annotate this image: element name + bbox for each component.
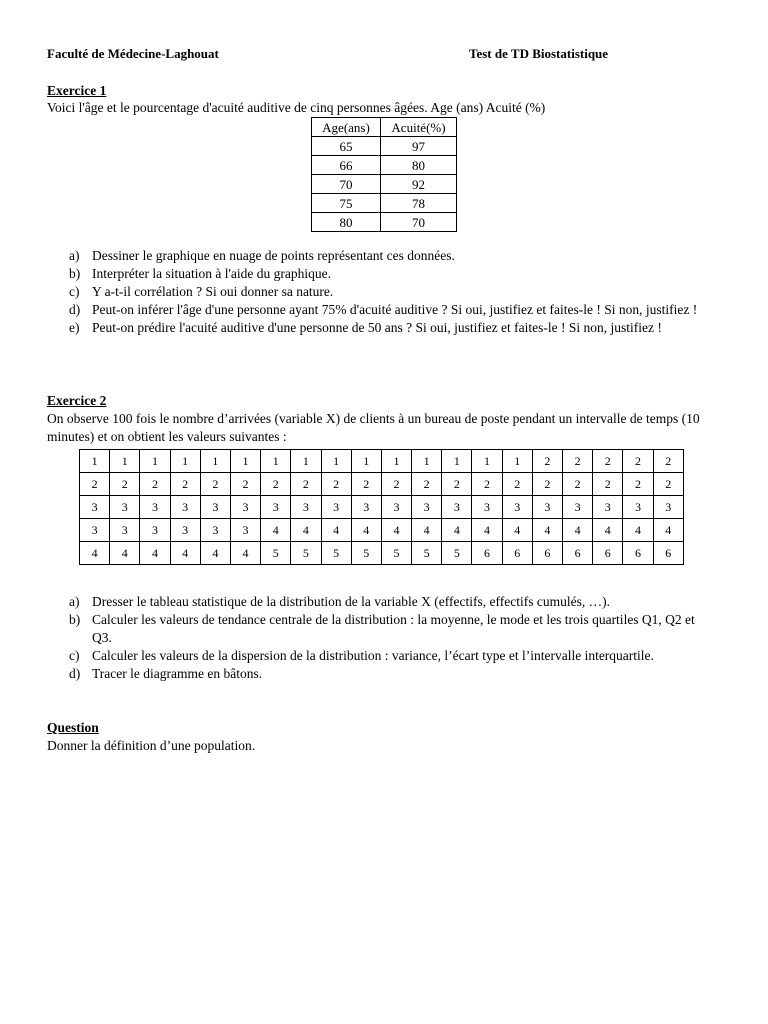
list-item [47, 593, 707, 611]
item-text: Y a-t-il corrélation ? Si oui donner sa nature. [92, 284, 334, 299]
observation-cell: 1 [200, 450, 230, 473]
observation-cell: 5 [291, 542, 321, 565]
observation-cell: 2 [502, 473, 532, 496]
acuity-cell: 78 [381, 194, 457, 213]
observation-cell: 4 [261, 519, 291, 542]
observation-cell: 1 [412, 450, 442, 473]
observation-cell: 3 [351, 496, 381, 519]
observation-cell: 2 [110, 473, 140, 496]
observation-cell: 1 [321, 450, 351, 473]
list-item [47, 665, 707, 683]
observation-cell: 3 [593, 496, 623, 519]
item-text: Peut-on prédire l'acuité auditive d'une personne de 50 ans ? Si oui, justifiez et faites-le ! Si non, justifiez ! [92, 320, 662, 335]
observation-cell: 3 [80, 496, 110, 519]
observation-cell: 1 [381, 450, 411, 473]
table-row [80, 473, 684, 496]
observation-cell: 5 [321, 542, 351, 565]
item-letter: c) [69, 284, 80, 299]
observation-cell: 3 [140, 496, 170, 519]
observation-cell: 1 [170, 450, 200, 473]
observation-cell: 5 [442, 542, 472, 565]
acuity-cell: 70 [381, 213, 457, 232]
observation-cell: 2 [563, 450, 593, 473]
question-text: Donner la définition d’une population. [47, 738, 256, 753]
item-text: Interpréter la situation à l'aide du graphique. [92, 266, 331, 281]
item-letter: d) [69, 666, 81, 681]
list-item [47, 319, 707, 337]
observation-cell: 2 [140, 473, 170, 496]
observation-cell: 3 [261, 496, 291, 519]
observation-cell: 3 [321, 496, 351, 519]
observation-cell: 1 [140, 450, 170, 473]
observation-cell: 5 [351, 542, 381, 565]
exercice2-title: Exercice 2 [47, 393, 107, 408]
observation-cell: 2 [653, 473, 683, 496]
observation-cell: 3 [623, 496, 653, 519]
observation-cell: 4 [200, 542, 230, 565]
observation-cell: 6 [653, 542, 683, 565]
observation-cell: 6 [623, 542, 653, 565]
observation-cell: 3 [472, 496, 502, 519]
observation-cell: 2 [653, 450, 683, 473]
age-cell: 75 [312, 194, 381, 213]
observation-cell: 3 [563, 496, 593, 519]
observation-cell: 4 [291, 519, 321, 542]
table-row [312, 213, 457, 232]
item-letter: d) [69, 302, 81, 317]
observation-cell: 2 [381, 473, 411, 496]
observation-cell: 2 [261, 473, 291, 496]
observation-cell: 4 [140, 542, 170, 565]
observation-cell: 6 [532, 542, 562, 565]
observation-cell: 5 [381, 542, 411, 565]
item-text: Calculer les valeurs de tendance centrale de la distribution : la moyenne, le mode et les trois quartiles Q1, Q2 et Q3. [92, 612, 695, 645]
observation-cell: 4 [532, 519, 562, 542]
observation-cell: 4 [80, 542, 110, 565]
table-row [312, 156, 457, 175]
observation-cell: 3 [200, 496, 230, 519]
age-cell: 65 [312, 137, 381, 156]
observation-cell: 4 [110, 542, 140, 565]
age-cell: 80 [312, 213, 381, 232]
exercice1-questions [47, 247, 707, 337]
observation-cell: 6 [593, 542, 623, 565]
observation-cell: 1 [261, 450, 291, 473]
table-row [312, 194, 457, 213]
faculty-header: Faculté de Médecine-Laghouat [47, 46, 219, 61]
observation-cell: 6 [563, 542, 593, 565]
observation-cell: 3 [170, 519, 200, 542]
observation-cell: 5 [261, 542, 291, 565]
observation-cell: 4 [351, 519, 381, 542]
observation-cell: 2 [563, 473, 593, 496]
table-header-row [312, 118, 457, 137]
exercice1-intro: Voici l'âge et le pourcentage d'acuité auditive de cinq personnes âgées. Age (ans) Acuité (%) [47, 100, 546, 115]
item-letter: a) [69, 248, 80, 263]
observation-cell: 2 [412, 473, 442, 496]
observation-cell: 4 [502, 519, 532, 542]
observation-cell: 3 [170, 496, 200, 519]
observation-cell: 3 [532, 496, 562, 519]
observation-cell: 1 [230, 450, 260, 473]
acuity-cell: 92 [381, 175, 457, 194]
table-row [80, 542, 684, 565]
observation-cell: 2 [321, 473, 351, 496]
item-text: Dresser le tableau statistique de la distribution de la variable X (effectifs, effectifs cumulés, …). [92, 594, 610, 609]
observation-cell: 2 [230, 473, 260, 496]
observation-cell: 4 [170, 542, 200, 565]
observation-cell: 4 [593, 519, 623, 542]
age-cell: 66 [312, 156, 381, 175]
observation-cell: 6 [502, 542, 532, 565]
observation-cell: 3 [653, 496, 683, 519]
exercice2-intro: On observe 100 fois le nombre d’arrivées (variable X) de clients à un bureau de poste pendant un intervalle de temps (10 minutes) et on obtient les valeurs suivantes : [47, 411, 700, 444]
list-item [47, 283, 707, 301]
list-item [47, 647, 707, 665]
observation-cell: 4 [653, 519, 683, 542]
table-row [80, 450, 684, 473]
observation-cell: 3 [200, 519, 230, 542]
observation-cell: 4 [381, 519, 411, 542]
list-item [47, 611, 707, 647]
observation-cell: 2 [532, 450, 562, 473]
observation-cell: 3 [140, 519, 170, 542]
observation-cell: 1 [351, 450, 381, 473]
item-text: Tracer le diagramme en bâtons. [92, 666, 263, 681]
observation-cell: 3 [80, 519, 110, 542]
observation-cell: 2 [623, 450, 653, 473]
header-acuity: Acuité(%) [381, 118, 457, 137]
observation-cell: 4 [563, 519, 593, 542]
observation-cell: 1 [110, 450, 140, 473]
observation-cell: 1 [291, 450, 321, 473]
exercice2-questions [47, 593, 707, 683]
item-letter: b) [69, 612, 81, 627]
observation-cell: 2 [623, 473, 653, 496]
question-title: Question [47, 720, 99, 735]
age-acuity-table [311, 117, 457, 232]
observation-cell: 2 [532, 473, 562, 496]
test-title-header: Test de TD Biostatistique [469, 46, 609, 61]
table-row [80, 519, 684, 542]
observation-cell: 1 [80, 450, 110, 473]
table-row [312, 137, 457, 156]
item-text: Calculer les valeurs de la dispersion de la distribution : variance, l’écart type et l’intervalle interquartile. [92, 648, 654, 663]
table-row [80, 496, 684, 519]
observation-cell: 2 [593, 450, 623, 473]
observation-cell: 2 [170, 473, 200, 496]
observation-cell: 3 [381, 496, 411, 519]
header-age: Age(ans) [312, 118, 381, 137]
observation-cell: 2 [593, 473, 623, 496]
observation-cell: 2 [351, 473, 381, 496]
observation-cell: 4 [412, 519, 442, 542]
list-item [47, 247, 707, 265]
item-letter: e) [69, 320, 80, 335]
observation-cell: 4 [442, 519, 472, 542]
acuity-cell: 80 [381, 156, 457, 175]
exercice1-title: Exercice 1 [47, 83, 107, 98]
observation-cell: 4 [472, 519, 502, 542]
observation-cell: 3 [110, 519, 140, 542]
item-text: Dessiner le graphique en nuage de points représentant ces données. [92, 248, 455, 263]
list-item [47, 301, 707, 319]
observation-cell: 2 [442, 473, 472, 496]
observation-cell: 3 [291, 496, 321, 519]
observations-table [79, 449, 684, 565]
observation-cell: 4 [230, 542, 260, 565]
observation-cell: 6 [472, 542, 502, 565]
item-letter: b) [69, 266, 81, 281]
observation-cell: 2 [472, 473, 502, 496]
observation-cell: 3 [230, 519, 260, 542]
observation-cell: 3 [110, 496, 140, 519]
observation-cell: 2 [291, 473, 321, 496]
item-letter: c) [69, 648, 80, 663]
observation-cell: 1 [472, 450, 502, 473]
observation-cell: 1 [442, 450, 472, 473]
observation-cell: 2 [200, 473, 230, 496]
age-cell: 70 [312, 175, 381, 194]
list-item [47, 265, 707, 283]
observation-cell: 3 [412, 496, 442, 519]
observation-cell: 4 [623, 519, 653, 542]
observation-cell: 2 [80, 473, 110, 496]
table-row [312, 175, 457, 194]
item-letter: a) [69, 594, 80, 609]
item-text: Peut-on inférer l'âge d'une personne ayant 75% d'acuité auditive ? Si oui, justifiez et faites-le ! Si non, justifiez ! [92, 302, 698, 317]
observation-cell: 3 [230, 496, 260, 519]
observation-cell: 3 [442, 496, 472, 519]
observation-cell: 1 [502, 450, 532, 473]
observation-cell: 4 [321, 519, 351, 542]
observation-cell: 5 [412, 542, 442, 565]
acuity-cell: 97 [381, 137, 457, 156]
observation-cell: 3 [502, 496, 532, 519]
